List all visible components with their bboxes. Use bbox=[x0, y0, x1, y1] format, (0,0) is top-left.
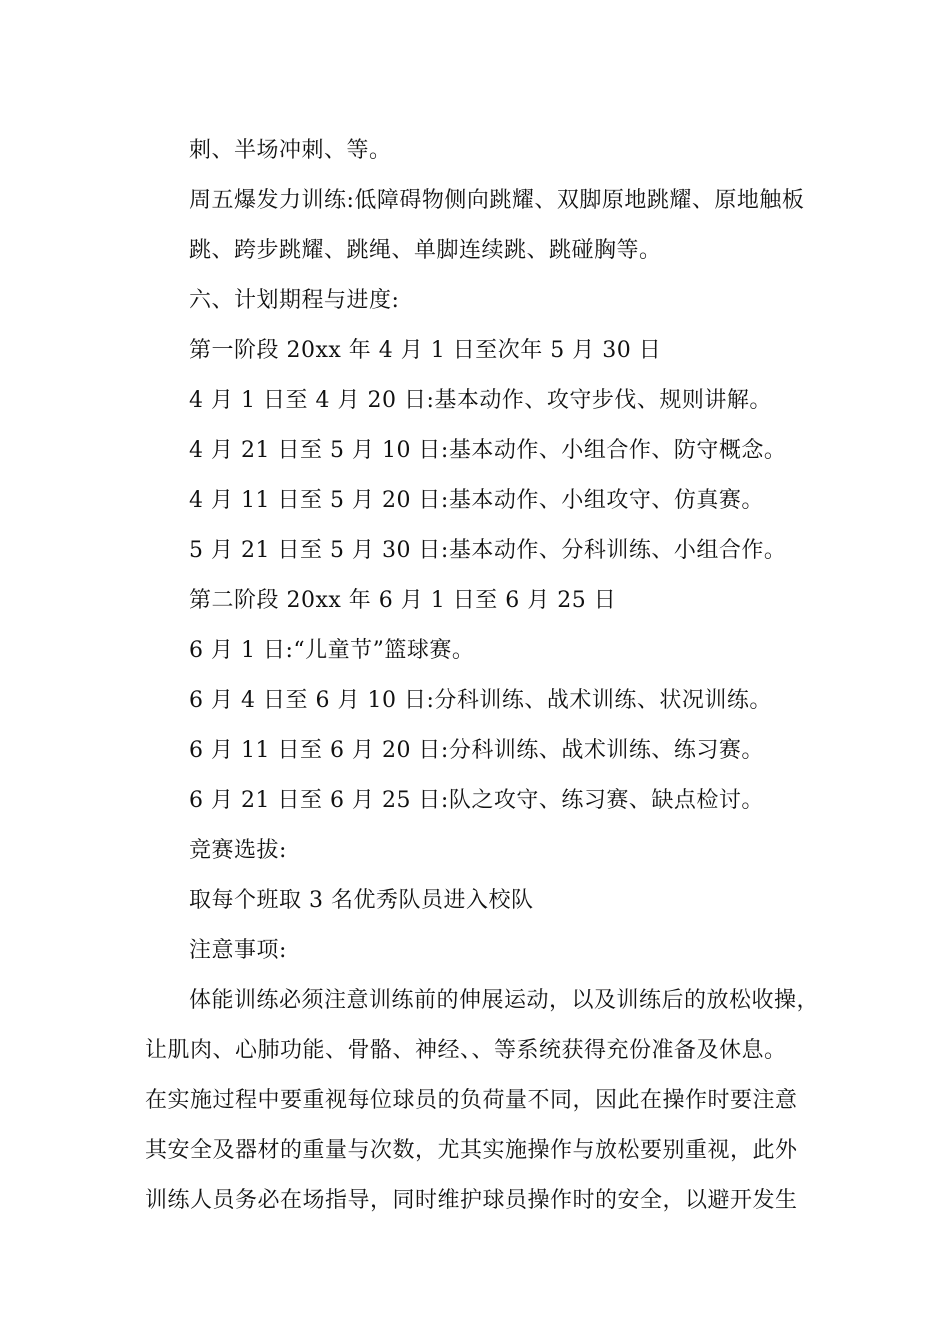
text-line: 4 月 1 日至 4 月 20 日:基本动作、攻守步伐、规则讲解。 bbox=[189, 388, 772, 413]
text-line: 跳、跨步跳耀、跳绳、单脚连续跳、跳碰胸等。 bbox=[189, 238, 662, 263]
text-line: 刺、半场冲刺、等。 bbox=[189, 138, 392, 163]
text-line: 在实施过程中要重视每位球员的负荷量不同，因此在操作时要注意 bbox=[145, 1088, 798, 1113]
text-line: 6 月 1 日:“儿童节”篮球赛。 bbox=[189, 638, 475, 663]
text-line: 取每个班取 3 名优秀队员进入校队 bbox=[189, 888, 534, 913]
text-line: 训练人员务必在场指导，同时维护球员操作时的安全，以避开发生 bbox=[145, 1188, 798, 1213]
section-heading: 注意事项: bbox=[189, 938, 287, 963]
text-line: 让肌肉、心肺功能、骨骼、神经、、等系统获得充份准备及休息。 bbox=[145, 1038, 787, 1063]
text-line: 4 月 21 日至 5 月 10 日:基本动作、小组合作、防守概念。 bbox=[189, 438, 787, 463]
text-line: 5 月 21 日至 5 月 30 日:基本动作、分科训练、小组合作。 bbox=[189, 538, 787, 563]
section-heading: 竞赛选拔: bbox=[189, 838, 287, 863]
text-line: 周五爆发力训练:低障碍物侧向跳耀、双脚原地跳耀、原地触板 bbox=[189, 188, 805, 213]
text-line: 第二阶段 20xx 年 6 月 1 日至 6 月 25 日 bbox=[189, 588, 617, 613]
text-line: 6 月 4 日至 6 月 10 日:分科训练、战术训练、状况训练。 bbox=[189, 688, 772, 713]
text-line: 体能训练必须注意训练前的伸展运动，以及训练后的放松收操， bbox=[189, 988, 820, 1013]
text-line: 第一阶段 20xx 年 4 月 1 日至次年 5 月 30 日 bbox=[189, 338, 662, 363]
text-line: 6 月 21 日至 6 月 25 日:队之攻守、练习赛、缺点检讨。 bbox=[189, 788, 764, 813]
text-line: 6 月 11 日至 6 月 20 日:分科训练、战术训练、练习赛。 bbox=[189, 738, 764, 763]
section-heading: 六、计划期程与进度: bbox=[189, 288, 400, 313]
text-line: 其安全及器材的重量与次数，尤其实施操作与放松要别重视，此外 bbox=[145, 1138, 798, 1163]
text-line: 4 月 11 日至 5 月 20 日:基本动作、小组攻守、仿真赛。 bbox=[189, 488, 764, 513]
